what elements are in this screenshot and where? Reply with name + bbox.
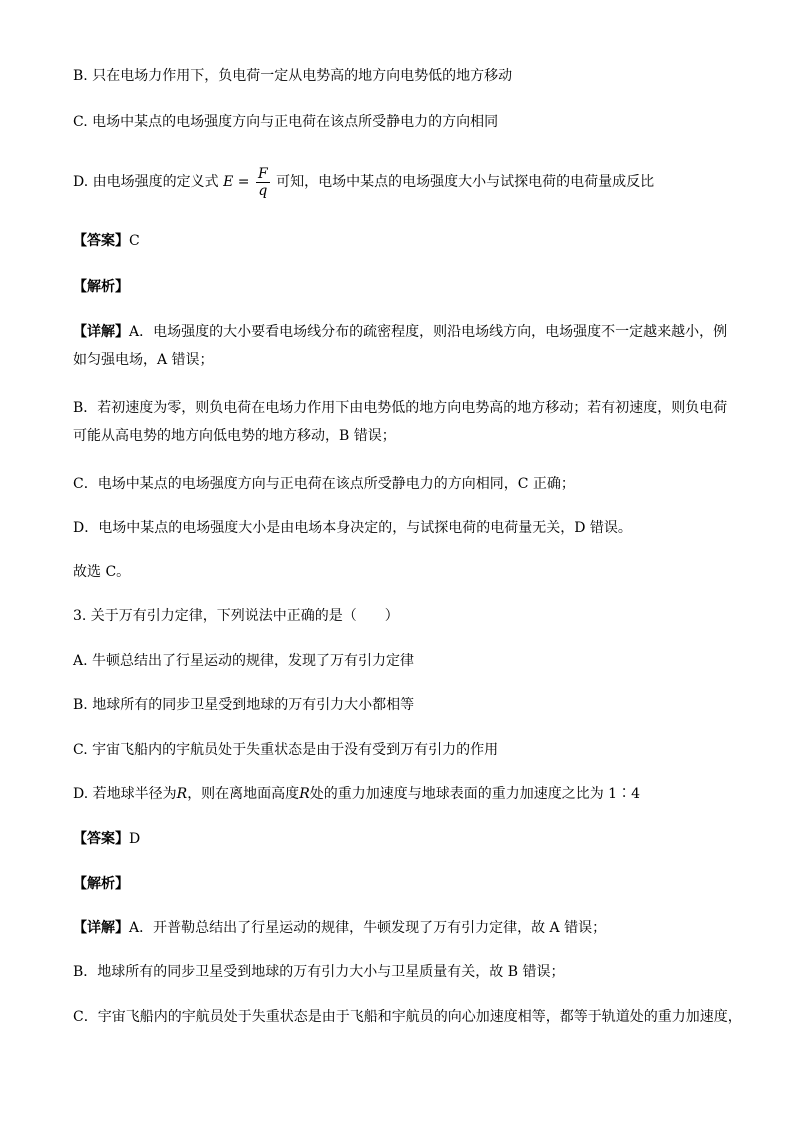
q3-d-r1: R <box>176 786 188 802</box>
q3-d-prefix: D. 若地球半径为 <box>73 786 177 802</box>
q3-option-a: A. 牛顿总结出了行星运动的规律，发现了万有引力定律 <box>73 653 415 669</box>
option-d-suffix: 可知，电场中某点的电场强度大小与试探电荷的电荷量成反比 <box>276 174 655 190</box>
detail-d: D．电场中某点的电场强度大小是由电场本身决定的，与试探电荷的电荷量无关，D 错误。 <box>73 520 632 536</box>
q3-option-c: C. 宇宙飞船内的宇航员处于失重状态是由于没有受到万有引力的作用 <box>73 742 499 758</box>
q3-analysis-heading: 【解析】 <box>73 876 129 892</box>
detail-a <box>73 322 727 342</box>
answer-line <box>73 231 140 251</box>
answer-value: C <box>129 233 140 249</box>
q3-answer-tag: 【答案】 <box>73 831 129 847</box>
q3-option-d <box>73 784 640 804</box>
q3-answer-value: D <box>129 831 141 847</box>
fraction-denominator: q <box>258 182 268 199</box>
option-d <box>73 164 654 200</box>
formula-lhs: E = <box>223 174 250 190</box>
q3-d-mid: ，则在离地面高度 <box>187 786 300 802</box>
q3-d-r2: R <box>299 786 310 802</box>
detail-c: C．电场中某点的电场强度方向与正电荷在该点所受静电力的方向相同，C 正确； <box>73 476 575 492</box>
option-b: B. 只在电场力作用下，负电荷一定从电势高的地方向电势低的地方移动 <box>73 68 513 84</box>
conclusion: 故选 C。 <box>73 564 131 580</box>
detail-a-cont: 如匀强电场，A 错误； <box>73 352 214 368</box>
q3-detail-tag: 【详解】 <box>73 920 129 936</box>
q3-detail-a-text: A．开普勒总结出了行星运动的规律，牛顿发现了万有引力定律，故 A 错误； <box>129 920 607 936</box>
answer-tag: 【答案】 <box>73 233 129 249</box>
detail-b-cont: 可能从高电势的地方向低电势的地方移动，B 错误； <box>73 428 396 444</box>
q3-answer-line <box>73 829 140 849</box>
fraction-numerator: F <box>257 165 268 182</box>
option-c: C. 电场中某点的电场强度方向与正电荷在该点所受静电力的方向相同 <box>73 114 499 130</box>
detail-b: B．若初速度为零，则负电荷在电场力作用下由电势低的地方向电势高的地方移动；若有初速度，则负电荷 <box>73 400 728 416</box>
detail-a-text: A．电场强度的大小要看电场线分布的疏密程度，则沿电场线方向，电场强度不一定越来越小，例 <box>129 324 728 340</box>
fraction <box>256 166 270 199</box>
option-d-prefix: D. 由电场强度的定义式 <box>73 174 219 190</box>
analysis-heading: 【解析】 <box>73 279 129 295</box>
question-3-stem: 3. 关于万有引力定律，下列说法中正确的是（ ） <box>73 608 399 624</box>
q3-detail-c: C．宇宙飞船内的宇航员处于失重状态是由于飞船和宇航员的向心加速度相等，都等于轨道处的重力加速度， <box>73 1009 742 1025</box>
q3-detail-b: B．地球所有的同步卫星受到地球的万有引力大小与卫星质量有关，故 B 错误； <box>73 964 565 980</box>
q3-option-b: B. 地球所有的同步卫星受到地球的万有引力大小都相等 <box>73 697 415 713</box>
q3-d-suffix: 处的重力加速度与地球表面的重力加速度之比为 1∶4 <box>309 786 640 802</box>
detail-tag: 【详解】 <box>73 324 129 340</box>
q3-detail-a <box>73 918 606 938</box>
